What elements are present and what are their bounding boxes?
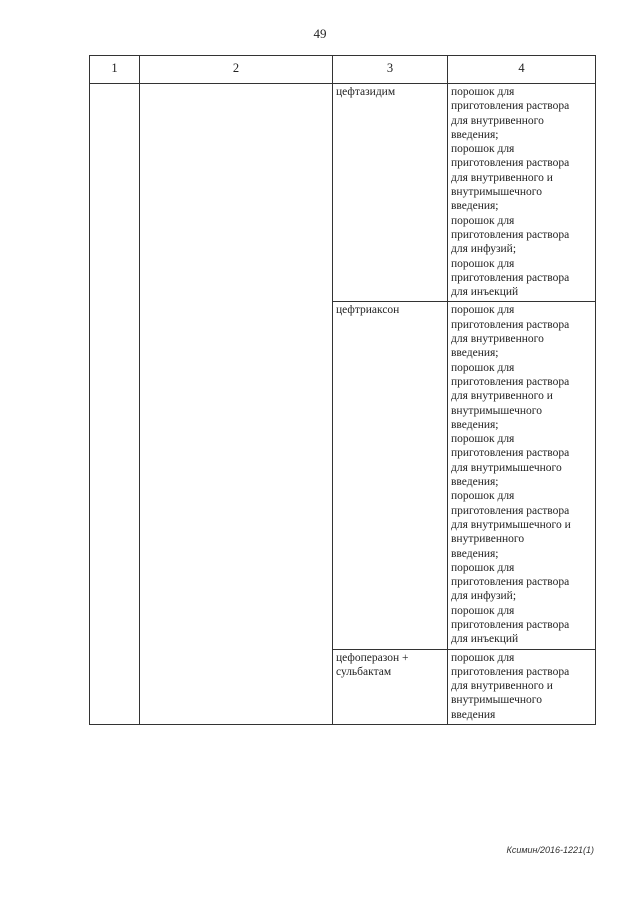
dosage-form-line: введения; [451, 128, 499, 141]
dosage-form-line: введения [451, 708, 496, 721]
dosage-form-line: порошок для [451, 214, 515, 227]
dosage-form-line: введения; [451, 347, 499, 360]
dosage-form-line: введения; [451, 476, 499, 489]
dosage-form-line: введения; [451, 200, 499, 213]
dosage-form-line: порошок для [451, 86, 515, 98]
dosage-forms-cell [448, 84, 596, 302]
dosage-form-line: внутримышечного [451, 694, 542, 707]
dosage-form-line: порошок для [451, 604, 515, 617]
header-col-3: 3 [333, 56, 448, 84]
dosage-form-line: порошок для [451, 143, 515, 156]
dosage-forms-cell [448, 302, 596, 649]
empty-cell-col-1 [90, 84, 140, 725]
dosage-form-line: для внутримышечного [451, 461, 562, 474]
dosage-form-line: для внутривенного [451, 333, 544, 346]
dosage-form-line: внутримышечного [451, 404, 542, 417]
drug-name-cell [333, 84, 448, 302]
dosage-form-line: приготовления раствора [451, 318, 570, 331]
dosage-form-line: приготовления раствора [451, 100, 570, 113]
table-row [90, 84, 596, 302]
drug-name: цефтазидим [336, 86, 396, 98]
dosage-form-line: приготовления раствора [451, 504, 570, 517]
dosage-form-line: внутримышечного [451, 186, 542, 199]
dosage-form-line: приготовления раствора [451, 447, 570, 460]
drug-table [89, 55, 596, 725]
dosage-form-line: приготовления раствора [451, 576, 570, 589]
drug-name-cell [333, 302, 448, 649]
page-number: 49 [313, 26, 327, 41]
dosage-form-line: порошок для [451, 651, 515, 664]
drug-name: цефтриаксон [336, 304, 400, 317]
dosage-form-line: введения; [451, 547, 499, 560]
dosage-form-line: для инъекций [451, 286, 519, 299]
dosage-form-line: приготовления раствора [451, 271, 570, 284]
header-row [90, 56, 596, 84]
dosage-form-line: приготовления раствора [451, 665, 570, 678]
dosage-form-line: приготовления раствора [451, 618, 570, 631]
drug-name: сульбактам [336, 665, 392, 678]
dosage-form-line: порошок для [451, 490, 515, 503]
dosage-form-line: для инфузий; [451, 590, 517, 603]
dosage-form-line: порошок для [451, 361, 515, 374]
dosage-form-line: приготовления раствора [451, 375, 570, 388]
header-col-4: 4 [448, 56, 596, 84]
document-code: Ксимин/2016-1221(1) [506, 845, 594, 855]
dosage-form-line: внутривенного [451, 533, 525, 546]
dosage-form-line: приготовления раствора [451, 228, 570, 241]
dosage-form-line: для внутривенного [451, 114, 544, 127]
dosage-form-line: для внутривенного и [451, 680, 553, 693]
dosage-form-line: приготовления раствора [451, 157, 570, 170]
header-col-1: 1 [90, 56, 140, 84]
dosage-form-line: введения; [451, 418, 499, 431]
dosage-form-line: для инфузий; [451, 243, 517, 256]
dosage-form-line: порошок для [451, 561, 515, 574]
drug-name-cell [333, 649, 448, 724]
dosage-forms-cell [448, 649, 596, 724]
dosage-form-line: для внутривенного и [451, 390, 553, 403]
dosage-form-line: порошок для [451, 257, 515, 270]
dosage-form-line: порошок для [451, 433, 515, 446]
dosage-form-line: порошок для [451, 304, 515, 317]
dosage-form-line: для внутримышечного и [451, 518, 571, 531]
drug-name: цефоперазон + [336, 651, 409, 664]
dosage-form-line: для инъекций [451, 633, 519, 646]
dosage-form-line: для внутривенного и [451, 171, 553, 184]
empty-cell-col-2 [140, 84, 333, 725]
header-col-2: 2 [140, 56, 333, 84]
